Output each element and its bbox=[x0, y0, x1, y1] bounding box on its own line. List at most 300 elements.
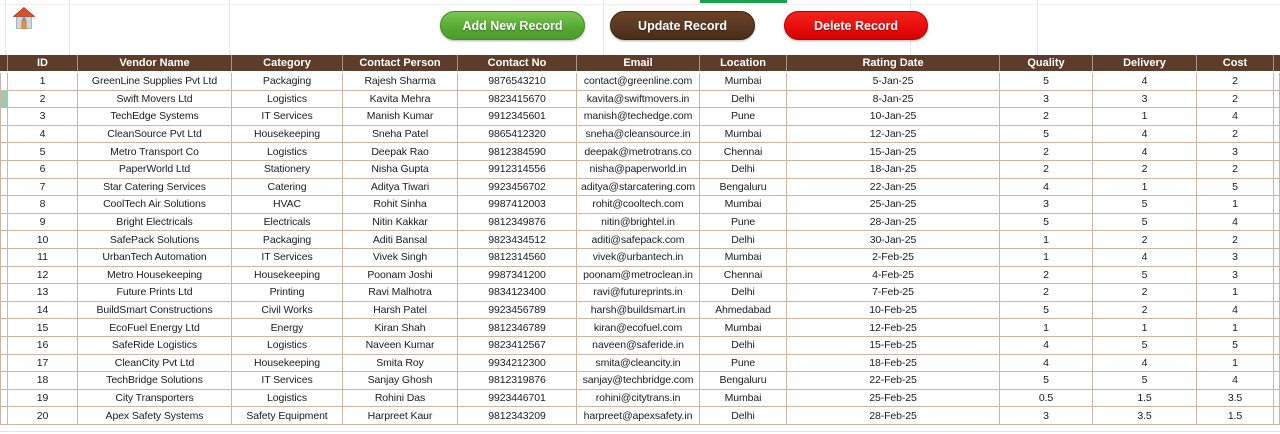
cell-id[interactable]: 3 bbox=[8, 108, 78, 125]
cell-contact-no[interactable]: 9865412320 bbox=[458, 126, 577, 143]
table-row bbox=[0, 73, 1280, 91]
cell-contact-no[interactable]: 9812384590 bbox=[458, 143, 577, 160]
cell-quality[interactable]: 4 bbox=[1000, 355, 1093, 372]
cell-category[interactable]: Electricals bbox=[232, 214, 343, 231]
cell-delivery[interactable]: 2 bbox=[1093, 302, 1197, 319]
cell-contact-no[interactable]: 9823415670 bbox=[458, 91, 577, 108]
cell-cost[interactable]: 2 bbox=[1197, 231, 1274, 248]
row-edge-cell bbox=[1274, 196, 1280, 213]
cell-id[interactable]: 13 bbox=[8, 284, 78, 301]
cell-id[interactable]: 6 bbox=[8, 161, 78, 178]
cell-cost[interactable]: 5 bbox=[1197, 337, 1274, 354]
sheet-gridline bbox=[0, 431, 1280, 432]
row-edge-cell bbox=[1274, 355, 1280, 372]
cell-category[interactable]: Housekeeping bbox=[232, 126, 343, 143]
table-header-row bbox=[0, 55, 1280, 73]
cell-location[interactable]: Delhi bbox=[700, 407, 787, 424]
row-edge-cell bbox=[1274, 143, 1280, 160]
cell-email[interactable]: manish@techedge.com bbox=[577, 108, 700, 125]
cell-quality[interactable]: 2 bbox=[1000, 108, 1093, 125]
cell-location[interactable]: Delhi bbox=[700, 231, 787, 248]
toolbar bbox=[0, 0, 1280, 55]
cell-vendor-name[interactable]: TechEdge Systems bbox=[78, 108, 232, 125]
cell-cost[interactable]: 2 bbox=[1197, 73, 1274, 90]
table-row bbox=[0, 214, 1280, 232]
cell-cost[interactable]: 4 bbox=[1197, 214, 1274, 231]
row-edge-cell bbox=[1274, 214, 1280, 231]
cell-id[interactable]: 10 bbox=[8, 231, 78, 248]
column-header-vendor-name[interactable]: Vendor Name bbox=[78, 55, 232, 71]
cell-delivery[interactable]: 5 bbox=[1093, 196, 1197, 213]
table-row bbox=[0, 231, 1280, 249]
cell-delivery[interactable]: 4 bbox=[1093, 143, 1197, 160]
cell-id[interactable]: 7 bbox=[8, 179, 78, 196]
cell-contact-person[interactable]: Nitin Kakkar bbox=[343, 214, 458, 231]
cell-delivery[interactable]: 2 bbox=[1093, 284, 1197, 301]
cell-location[interactable]: Chennai bbox=[700, 143, 787, 160]
cell-id[interactable]: 8 bbox=[8, 196, 78, 213]
cell-id[interactable]: 15 bbox=[8, 319, 78, 336]
cell-location[interactable]: Pune bbox=[700, 355, 787, 372]
cell-location[interactable]: Pune bbox=[700, 108, 787, 125]
cell-rating-date[interactable]: 7-Feb-25 bbox=[787, 284, 1000, 301]
cell-delivery[interactable]: 5 bbox=[1093, 267, 1197, 284]
cell-contact-person[interactable]: Smita Roy bbox=[343, 355, 458, 372]
cell-delivery[interactable]: 1 bbox=[1093, 108, 1197, 125]
row-marker-cell[interactable] bbox=[0, 73, 8, 90]
cell-quality[interactable]: 3 bbox=[1000, 91, 1093, 108]
cell-contact-person[interactable]: Aditya Tiwari bbox=[343, 179, 458, 196]
cell-email[interactable]: harsh@buildsmart.in bbox=[577, 302, 700, 319]
sheet-gridline bbox=[229, 0, 230, 55]
cell-vendor-name[interactable]: CoolTech Air Solutions bbox=[78, 196, 232, 213]
update-record-button[interactable]: Update Record bbox=[610, 11, 755, 40]
cell-quality[interactable]: 2 bbox=[1000, 284, 1093, 301]
cell-contact-no[interactable]: 9812343209 bbox=[458, 407, 577, 424]
cell-contact-no[interactable]: 9923456702 bbox=[458, 179, 577, 196]
cell-category[interactable]: Stationery bbox=[232, 161, 343, 178]
row-marker-cell[interactable] bbox=[0, 161, 8, 178]
cell-location[interactable]: Bengaluru bbox=[700, 372, 787, 389]
cell-quality[interactable]: 3 bbox=[1000, 407, 1093, 424]
row-edge-cell bbox=[1274, 319, 1280, 336]
cell-vendor-name[interactable]: GreenLine Supplies Pvt Ltd bbox=[78, 73, 232, 90]
cell-email[interactable]: nisha@paperworld.in bbox=[577, 161, 700, 178]
cell-contact-no[interactable]: 9912314556 bbox=[458, 161, 577, 178]
cell-contact-no[interactable]: 9812349876 bbox=[458, 214, 577, 231]
row-edge-cell bbox=[1274, 91, 1280, 108]
cell-location[interactable]: Mumbai bbox=[700, 126, 787, 143]
cell-delivery[interactable]: 3 bbox=[1093, 91, 1197, 108]
table-row bbox=[0, 407, 1280, 425]
cell-contact-person[interactable]: Vivek Singh bbox=[343, 249, 458, 266]
sheet-gridline bbox=[0, 4, 1280, 5]
cell-rating-date[interactable]: 12-Feb-25 bbox=[787, 319, 1000, 336]
table-row bbox=[0, 302, 1280, 320]
cell-contact-no[interactable]: 9923456789 bbox=[458, 302, 577, 319]
cell-rating-date[interactable]: 12-Jan-25 bbox=[787, 126, 1000, 143]
cell-contact-person[interactable]: Deepak Rao bbox=[343, 143, 458, 160]
cell-delivery[interactable]: 2 bbox=[1093, 161, 1197, 178]
cell-vendor-name[interactable]: BuildSmart Constructions bbox=[78, 302, 232, 319]
cell-vendor-name[interactable]: Bright Electricals bbox=[78, 214, 232, 231]
cell-rating-date[interactable]: 10-Jan-25 bbox=[787, 108, 1000, 125]
cell-contact-no[interactable]: 9876543210 bbox=[458, 73, 577, 90]
row-marker-cell[interactable] bbox=[0, 249, 8, 266]
cell-quality[interactable]: 1 bbox=[1000, 249, 1093, 266]
row-marker-cell[interactable] bbox=[0, 214, 8, 231]
cell-email[interactable]: contact@greenline.com bbox=[577, 73, 700, 90]
row-edge-cell bbox=[1274, 267, 1280, 284]
table-row bbox=[0, 161, 1280, 179]
cell-rating-date[interactable]: 2-Feb-25 bbox=[787, 249, 1000, 266]
cell-delivery[interactable]: 1 bbox=[1093, 179, 1197, 196]
row-edge-cell bbox=[1274, 231, 1280, 248]
header-marker-cell[interactable] bbox=[0, 55, 8, 71]
cell-location[interactable]: Delhi bbox=[700, 161, 787, 178]
cell-quality[interactable]: 2 bbox=[1000, 161, 1093, 178]
cell-delivery[interactable]: 3.5 bbox=[1093, 407, 1197, 424]
row-marker-cell[interactable] bbox=[0, 355, 8, 372]
cell-delivery[interactable]: 5 bbox=[1093, 337, 1197, 354]
column-header-contact-no[interactable]: Contact No bbox=[458, 55, 577, 71]
cell-quality[interactable]: 5 bbox=[1000, 214, 1093, 231]
cell-contact-no[interactable]: 9923446701 bbox=[458, 390, 577, 407]
column-header-email[interactable]: Email bbox=[577, 55, 700, 71]
cell-category[interactable]: IT Services bbox=[232, 249, 343, 266]
row-edge-cell bbox=[1274, 161, 1280, 178]
cell-email[interactable]: sanjay@techbridge.com bbox=[577, 372, 700, 389]
cell-contact-person[interactable]: Naveen Kumar bbox=[343, 337, 458, 354]
cell-quality[interactable]: 2 bbox=[1000, 143, 1093, 160]
cell-category[interactable]: Logistics bbox=[232, 390, 343, 407]
header-edge-cell bbox=[1274, 55, 1280, 71]
cell-vendor-name[interactable]: Apex Safety Systems bbox=[78, 407, 232, 424]
cell-category[interactable]: Safety Equipment bbox=[232, 407, 343, 424]
cell-id[interactable]: 2 bbox=[8, 91, 78, 108]
cell-cost[interactable]: 4 bbox=[1197, 108, 1274, 125]
column-header-location[interactable]: Location bbox=[700, 55, 787, 71]
cell-rating-date[interactable]: 10-Feb-25 bbox=[787, 302, 1000, 319]
row-marker-cell[interactable] bbox=[0, 179, 8, 196]
cell-contact-person[interactable]: Sanjay Ghosh bbox=[343, 372, 458, 389]
cell-cost[interactable]: 3 bbox=[1197, 249, 1274, 266]
cell-quality[interactable]: 5 bbox=[1000, 126, 1093, 143]
cell-contact-person[interactable]: Harpreet Kaur bbox=[343, 407, 458, 424]
cell-contact-no[interactable]: 9812319876 bbox=[458, 372, 577, 389]
column-header-quality[interactable]: Quality bbox=[1000, 55, 1093, 71]
cell-email[interactable]: aditya@starcatering.com bbox=[577, 179, 700, 196]
cell-quality[interactable]: 5 bbox=[1000, 372, 1093, 389]
cell-email[interactable]: naveen@saferide.in bbox=[577, 337, 700, 354]
cell-delivery[interactable]: 4 bbox=[1093, 73, 1197, 90]
cell-contact-no[interactable]: 9934212300 bbox=[458, 355, 577, 372]
cell-cost[interactable]: 1 bbox=[1197, 355, 1274, 372]
cell-contact-no[interactable]: 9812314560 bbox=[458, 249, 577, 266]
cell-vendor-name[interactable]: SafePack Solutions bbox=[78, 231, 232, 248]
cell-email[interactable]: poonam@metroclean.in bbox=[577, 267, 700, 284]
row-edge-cell bbox=[1274, 337, 1280, 354]
cell-vendor-name[interactable]: PaperWorld Ltd bbox=[78, 161, 232, 178]
cell-id[interactable]: 19 bbox=[8, 390, 78, 407]
cell-vendor-name[interactable]: TechBridge Solutions bbox=[78, 372, 232, 389]
cell-vendor-name[interactable]: Future Prints Ltd bbox=[78, 284, 232, 301]
cell-cost[interactable]: 1.5 bbox=[1197, 407, 1274, 424]
cell-cost[interactable]: 1 bbox=[1197, 284, 1274, 301]
vendor-table bbox=[0, 55, 1280, 425]
cell-category[interactable]: HVAC bbox=[232, 196, 343, 213]
cell-rating-date[interactable]: 4-Feb-25 bbox=[787, 267, 1000, 284]
delete-record-button[interactable]: Delete Record bbox=[784, 11, 928, 40]
cell-contact-person[interactable]: Manish Kumar bbox=[343, 108, 458, 125]
cell-category[interactable]: Packaging bbox=[232, 73, 343, 90]
cell-contact-person[interactable]: Rohit Sinha bbox=[343, 196, 458, 213]
cell-contact-person[interactable]: Harsh Patel bbox=[343, 302, 458, 319]
table-row bbox=[0, 337, 1280, 355]
cell-rating-date[interactable]: 28-Feb-25 bbox=[787, 407, 1000, 424]
cell-category[interactable]: Logistics bbox=[232, 337, 343, 354]
cell-contact-person[interactable]: Kiran Shah bbox=[343, 319, 458, 336]
row-marker-cell[interactable] bbox=[0, 372, 8, 389]
cell-cost[interactable]: 5 bbox=[1197, 179, 1274, 196]
cell-id[interactable]: 4 bbox=[8, 126, 78, 143]
cell-location[interactable]: Delhi bbox=[700, 284, 787, 301]
cell-quality[interactable]: 0.5 bbox=[1000, 390, 1093, 407]
cell-cost[interactable]: 4 bbox=[1197, 302, 1274, 319]
cell-vendor-name[interactable]: Star Catering Services bbox=[78, 179, 232, 196]
cell-cost[interactable]: 2 bbox=[1197, 161, 1274, 178]
cell-delivery[interactable]: 4 bbox=[1093, 249, 1197, 266]
table-row bbox=[0, 108, 1280, 126]
cell-quality[interactable]: 5 bbox=[1000, 302, 1093, 319]
row-edge-cell bbox=[1274, 73, 1280, 90]
cell-quality[interactable]: 4 bbox=[1000, 179, 1093, 196]
cell-email[interactable]: ravi@futureprints.in bbox=[577, 284, 700, 301]
cell-email[interactable]: kavita@swiftmovers.in bbox=[577, 91, 700, 108]
cell-contact-no[interactable]: 9912345601 bbox=[458, 108, 577, 125]
cell-location[interactable]: Mumbai bbox=[700, 319, 787, 336]
cell-location[interactable]: Mumbai bbox=[700, 196, 787, 213]
cell-contact-person[interactable]: Poonam Joshi bbox=[343, 267, 458, 284]
row-marker-cell[interactable] bbox=[0, 91, 8, 108]
cell-location[interactable]: Mumbai bbox=[700, 73, 787, 90]
cell-cost[interactable]: 2 bbox=[1197, 126, 1274, 143]
cell-cost[interactable]: 3 bbox=[1197, 143, 1274, 160]
cell-email[interactable]: sneha@cleansource.in bbox=[577, 126, 700, 143]
cell-id[interactable]: 18 bbox=[8, 372, 78, 389]
cell-rating-date[interactable]: 28-Jan-25 bbox=[787, 214, 1000, 231]
table-row bbox=[0, 267, 1280, 285]
row-marker-cell[interactable] bbox=[0, 231, 8, 248]
row-marker-cell[interactable] bbox=[0, 267, 8, 284]
cell-location[interactable]: Chennai bbox=[700, 267, 787, 284]
cell-contact-person[interactable]: Kavita Mehra bbox=[343, 91, 458, 108]
cell-delivery[interactable]: 1 bbox=[1093, 319, 1197, 336]
cell-email[interactable]: rohit@cooltech.com bbox=[577, 196, 700, 213]
table-row bbox=[0, 126, 1280, 144]
cell-cost[interactable]: 2 bbox=[1197, 91, 1274, 108]
cell-id[interactable]: 1 bbox=[8, 73, 78, 90]
row-marker-cell[interactable] bbox=[0, 108, 8, 125]
cell-selection-line bbox=[700, 0, 787, 3]
cell-rating-date[interactable]: 15-Jan-25 bbox=[787, 143, 1000, 160]
cell-delivery[interactable]: 4 bbox=[1093, 126, 1197, 143]
row-marker-cell[interactable] bbox=[0, 196, 8, 213]
sheet-gridline bbox=[1037, 0, 1038, 55]
cell-contact-person[interactable]: Rajesh Sharma bbox=[343, 73, 458, 90]
row-edge-cell bbox=[1274, 249, 1280, 266]
row-marker-cell[interactable] bbox=[0, 302, 8, 319]
row-edge-cell bbox=[1274, 126, 1280, 143]
table-row bbox=[0, 355, 1280, 373]
cell-rating-date[interactable]: 22-Jan-25 bbox=[787, 179, 1000, 196]
cell-id[interactable]: 9 bbox=[8, 214, 78, 231]
cell-category[interactable]: IT Services bbox=[232, 372, 343, 389]
cell-delivery[interactable]: 2 bbox=[1093, 231, 1197, 248]
cell-id[interactable]: 14 bbox=[8, 302, 78, 319]
cell-vendor-name[interactable]: Swift Movers Ltd bbox=[78, 91, 232, 108]
row-marker-cell[interactable] bbox=[0, 390, 8, 407]
column-header-rating-date[interactable]: Rating Date bbox=[787, 55, 1000, 71]
cell-rating-date[interactable]: 18-Jan-25 bbox=[787, 161, 1000, 178]
cell-contact-person[interactable]: Aditi Bansal bbox=[343, 231, 458, 248]
cell-location[interactable]: Delhi bbox=[700, 91, 787, 108]
table-row bbox=[0, 196, 1280, 214]
row-edge-cell bbox=[1274, 284, 1280, 301]
cell-cost[interactable]: 3 bbox=[1197, 267, 1274, 284]
cell-email[interactable]: harpreet@apexsafety.in bbox=[577, 407, 700, 424]
cell-rating-date[interactable]: 22-Feb-25 bbox=[787, 372, 1000, 389]
cell-location[interactable]: Mumbai bbox=[700, 390, 787, 407]
table-row bbox=[0, 249, 1280, 267]
cell-rating-date[interactable]: 18-Feb-25 bbox=[787, 355, 1000, 372]
cell-location[interactable]: Bengaluru bbox=[700, 179, 787, 196]
cell-vendor-name[interactable]: CleanSource Pvt Ltd bbox=[78, 126, 232, 143]
cell-id[interactable]: 5 bbox=[8, 143, 78, 160]
cell-contact-no[interactable]: 9812346789 bbox=[458, 319, 577, 336]
cell-category[interactable]: Housekeeping bbox=[232, 355, 343, 372]
cell-email[interactable]: deepak@metrotrans.co bbox=[577, 143, 700, 160]
cell-vendor-name[interactable]: City Transporters bbox=[78, 390, 232, 407]
cell-rating-date[interactable]: 15-Feb-25 bbox=[787, 337, 1000, 354]
row-marker-cell[interactable] bbox=[0, 284, 8, 301]
cell-category[interactable]: Civil Works bbox=[232, 302, 343, 319]
cell-contact-person[interactable]: Nisha Gupta bbox=[343, 161, 458, 178]
cell-rating-date[interactable]: 8-Jan-25 bbox=[787, 91, 1000, 108]
cell-category[interactable]: Energy bbox=[232, 319, 343, 336]
row-marker-cell[interactable] bbox=[0, 143, 8, 160]
cell-quality[interactable]: 4 bbox=[1000, 337, 1093, 354]
cell-delivery[interactable]: 5 bbox=[1093, 372, 1197, 389]
cell-id[interactable]: 16 bbox=[8, 337, 78, 354]
row-marker-cell[interactable] bbox=[0, 126, 8, 143]
column-header-id[interactable]: ID bbox=[8, 55, 78, 71]
column-header-category[interactable]: Category bbox=[232, 55, 343, 71]
column-header-cost[interactable]: Cost bbox=[1197, 55, 1274, 71]
row-marker-cell[interactable] bbox=[0, 319, 8, 336]
cell-cost[interactable]: 1 bbox=[1197, 319, 1274, 336]
cell-id[interactable]: 12 bbox=[8, 267, 78, 284]
cell-vendor-name[interactable]: UrbanTech Automation bbox=[78, 249, 232, 266]
column-header-delivery[interactable]: Delivery bbox=[1093, 55, 1197, 71]
cell-contact-no[interactable]: 9987341200 bbox=[458, 267, 577, 284]
cell-contact-no[interactable]: 9823412567 bbox=[458, 337, 577, 354]
cell-vendor-name[interactable]: EcoFuel Energy Ltd bbox=[78, 319, 232, 336]
cell-contact-person[interactable]: Rohini Das bbox=[343, 390, 458, 407]
cell-email[interactable]: nitin@brightel.in bbox=[577, 214, 700, 231]
cell-vendor-name[interactable]: CleanCity Pvt Ltd bbox=[78, 355, 232, 372]
cell-category[interactable]: Logistics bbox=[232, 91, 343, 108]
table-row bbox=[0, 319, 1280, 337]
cell-quality[interactable]: 1 bbox=[1000, 231, 1093, 248]
column-header-contact-person[interactable]: Contact Person bbox=[343, 55, 458, 71]
cell-email[interactable]: vivek@urbantech.in bbox=[577, 249, 700, 266]
row-marker-cell[interactable] bbox=[0, 407, 8, 424]
row-edge-cell bbox=[1274, 407, 1280, 424]
table-row bbox=[0, 179, 1280, 197]
cell-email[interactable]: kiran@ecofuel.com bbox=[577, 319, 700, 336]
cell-category[interactable]: Catering bbox=[232, 179, 343, 196]
cell-category[interactable]: Packaging bbox=[232, 231, 343, 248]
cell-contact-person[interactable]: Ravi Malhotra bbox=[343, 284, 458, 301]
row-edge-cell bbox=[1274, 108, 1280, 125]
cell-location[interactable]: Mumbai bbox=[700, 249, 787, 266]
cell-email[interactable]: smita@cleancity.in bbox=[577, 355, 700, 372]
table-row bbox=[0, 284, 1280, 302]
cell-contact-no[interactable]: 9987412003 bbox=[458, 196, 577, 213]
table-body bbox=[0, 73, 1280, 425]
cell-delivery[interactable]: 4 bbox=[1093, 355, 1197, 372]
cell-email[interactable]: aditi@safepack.com bbox=[577, 231, 700, 248]
cell-rating-date[interactable]: 5-Jan-25 bbox=[787, 73, 1000, 90]
cell-category[interactable]: Logistics bbox=[232, 143, 343, 160]
cell-contact-no[interactable]: 9823434512 bbox=[458, 231, 577, 248]
cell-category[interactable]: Printing bbox=[232, 284, 343, 301]
cell-location[interactable]: Ahmedabad bbox=[700, 302, 787, 319]
add-new-record-button[interactable]: Add New Record bbox=[440, 11, 585, 40]
cell-quality[interactable]: 3 bbox=[1000, 196, 1093, 213]
cell-id[interactable]: 11 bbox=[8, 249, 78, 266]
row-marker-cell[interactable] bbox=[0, 337, 8, 354]
cell-contact-no[interactable]: 9834123400 bbox=[458, 284, 577, 301]
cell-vendor-name[interactable]: SafeRide Logistics bbox=[78, 337, 232, 354]
cell-quality[interactable]: 1 bbox=[1000, 319, 1093, 336]
cell-delivery[interactable]: 5 bbox=[1093, 214, 1197, 231]
row-edge-cell bbox=[1274, 390, 1280, 407]
cell-cost[interactable]: 3.5 bbox=[1197, 390, 1274, 407]
cell-vendor-name[interactable]: Metro Housekeeping bbox=[78, 267, 232, 284]
cell-rating-date[interactable]: 25-Jan-25 bbox=[787, 196, 1000, 213]
cell-delivery[interactable]: 1.5 bbox=[1093, 390, 1197, 407]
cell-cost[interactable]: 1 bbox=[1197, 196, 1274, 213]
cell-rating-date[interactable]: 25-Feb-25 bbox=[787, 390, 1000, 407]
cell-id[interactable]: 20 bbox=[8, 407, 78, 424]
cell-category[interactable]: Housekeeping bbox=[232, 267, 343, 284]
table-row bbox=[0, 143, 1280, 161]
cell-quality[interactable]: 2 bbox=[1000, 267, 1093, 284]
cell-rating-date[interactable]: 30-Jan-25 bbox=[787, 231, 1000, 248]
home-icon[interactable] bbox=[13, 7, 35, 30]
cell-quality[interactable]: 5 bbox=[1000, 73, 1093, 90]
cell-vendor-name[interactable]: Metro Transport Co bbox=[78, 143, 232, 160]
cell-id[interactable]: 17 bbox=[8, 355, 78, 372]
cell-location[interactable]: Delhi bbox=[700, 337, 787, 354]
cell-email[interactable]: rohini@citytrans.in bbox=[577, 390, 700, 407]
cell-category[interactable]: IT Services bbox=[232, 108, 343, 125]
cell-cost[interactable]: 4 bbox=[1197, 372, 1274, 389]
cell-location[interactable]: Pune bbox=[700, 214, 787, 231]
cell-contact-person[interactable]: Sneha Patel bbox=[343, 126, 458, 143]
